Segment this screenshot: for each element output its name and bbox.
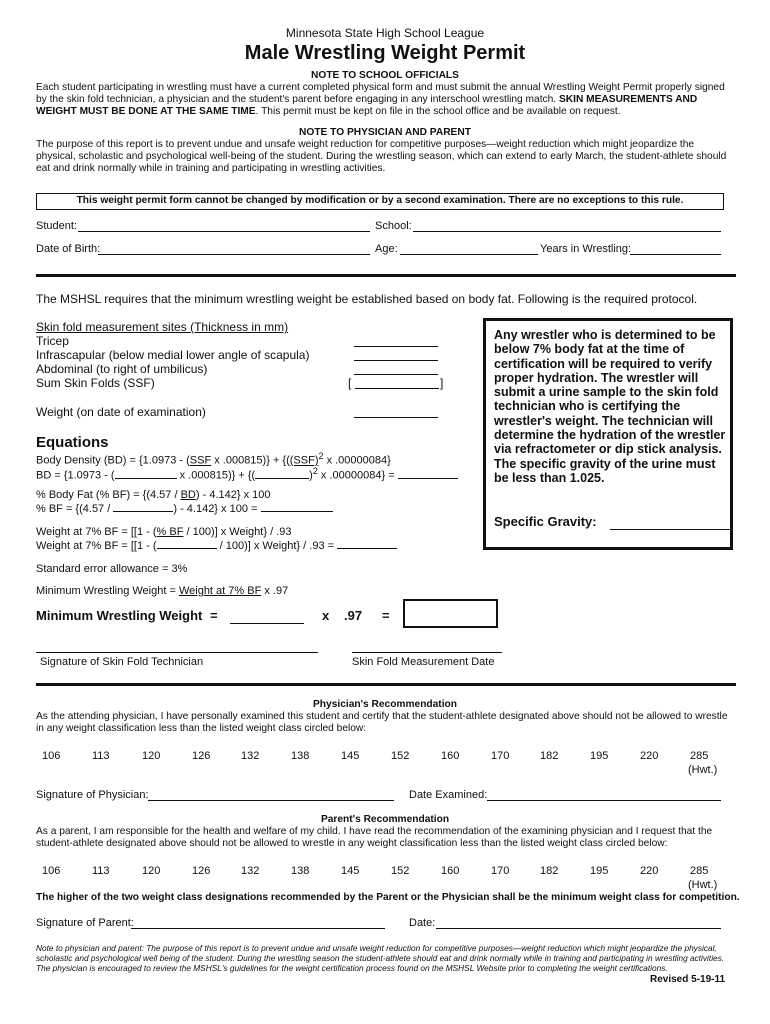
weight-class[interactable]: 220	[640, 750, 659, 762]
minimum-weight-eq: =	[210, 608, 218, 623]
higher-class-rule: The higher of the two weight class designations recommended by the Parent or the Physician shall be the minimum weight class for competition.	[36, 892, 740, 903]
weight-class[interactable]: 182	[540, 865, 559, 877]
w7-calc: Weight at 7% BF = [[1 - ( / 100)] x Weight} / .93 =	[36, 540, 397, 552]
league-name: Minnesota State High School League	[285, 26, 485, 40]
weight-class[interactable]: 152	[391, 865, 410, 877]
physician-signature-label: Signature of Physician:	[36, 789, 149, 801]
mww-formula: Minimum Wrestling Weight = Weight at 7% BF x .97	[36, 585, 289, 597]
parent-heading: Parent's Recommendation	[320, 814, 450, 825]
weight-label: Weight (on date of examination)	[36, 405, 206, 419]
measurement-date-line[interactable]	[352, 652, 502, 653]
physician-heading: Physician's Recommendation	[313, 699, 457, 710]
date-examined-label: Date Examined:	[409, 789, 488, 801]
weight-class[interactable]: 113	[92, 750, 110, 762]
hwt-label: (Hwt.)	[688, 879, 718, 891]
infrascapular-label: Infrascapular (below medial lower angle of scapula)	[36, 348, 310, 362]
ssf-label: Sum Skin Folds (SSF)	[36, 376, 155, 390]
weight-class[interactable]: 120	[142, 865, 161, 877]
weight-class[interactable]: 160	[441, 750, 460, 762]
school-input[interactable]	[413, 219, 721, 232]
years-input[interactable]	[630, 242, 721, 255]
hydration-box	[483, 318, 733, 550]
specific-gravity-input[interactable]	[610, 514, 730, 530]
physician-text: As the attending physician, I have personally examined this student and certify that the student-athlete designated above should not be allowed to wrestle in any weight classification less than the listed weight class circled below:	[36, 711, 728, 734]
weight-class[interactable]: 106	[42, 750, 61, 762]
physician-signature-input[interactable]	[148, 788, 394, 801]
student-input[interactable]	[78, 219, 370, 232]
page-title: Male Wrestling Weight Permit	[244, 42, 526, 64]
bd-calc: BD = {1.0973 - ( x .000815)} + {( )$^2$ x .00000084} =	[36, 466, 458, 482]
hydration-text: Any wrestler who is determined to be below 7% body fat at the time of certification will be required to verify proper hydration. The wrestler will submit a urine sample to the skin fold technician who is certifying the wrestler's weight. The technician will determine the hydration of the wrestler via refractometer or dip stick analysis. The specific gravity of the urine must be less than 1.025.	[494, 328, 726, 485]
weight-class[interactable]: 195	[590, 750, 609, 762]
technician-signature-label: Signature of Skin Fold Technician	[40, 656, 204, 668]
weight-class[interactable]: 126	[192, 865, 211, 877]
weight-class[interactable]: 138	[291, 865, 310, 877]
date-examined-input[interactable]	[487, 788, 721, 801]
specific-gravity-label: Specific Gravity:	[494, 514, 597, 529]
weight-class[interactable]: 106	[42, 865, 61, 877]
abdominal-input[interactable]	[354, 361, 438, 375]
weight-class[interactable]: 220	[640, 865, 659, 877]
note-officials-heading: NOTE TO SCHOOL OFFICIALS	[311, 70, 459, 81]
bd-formula: Body Density (BD) = {1.0973 - (SSF x .000815)} + {((SSF)$^2$ x .00000084}	[36, 451, 391, 467]
minimum-weight-result-box[interactable]	[403, 599, 498, 628]
weight-class[interactable]: 152	[391, 750, 410, 762]
weight-class[interactable]: 182	[540, 750, 559, 762]
technician-signature-line[interactable]	[36, 652, 318, 653]
minimum-weight-input[interactable]	[230, 608, 304, 624]
age-input[interactable]	[400, 242, 538, 255]
weight-class[interactable]: 113	[92, 865, 110, 877]
section-divider	[36, 274, 736, 277]
tricep-label: Tricep	[36, 334, 69, 348]
weight-class[interactable]: 170	[491, 750, 510, 762]
w7-formula: Weight at 7% BF = [[1 - (% BF / 100)] x Weight} / .93	[36, 526, 292, 538]
minimum-weight-x: x	[322, 608, 330, 623]
parent-date-label: Date:	[409, 917, 436, 929]
standard-error: Standard error allowance = 3%	[36, 563, 188, 575]
measurement-date-label: Skin Fold Measurement Date	[352, 656, 495, 668]
dob-input[interactable]	[98, 242, 370, 255]
notice-box: This weight permit form cannot be changed by modification or by a second examination. There are no exceptions to this rule.	[36, 193, 724, 210]
physician-weight-classes	[0, 750, 770, 780]
school-label: School:	[375, 220, 412, 232]
pbf-result-input[interactable]	[261, 511, 333, 512]
ssf-input[interactable]	[355, 375, 439, 389]
w7-bf-input[interactable]	[157, 548, 217, 549]
ssf-bracket-open: [	[348, 376, 352, 390]
years-label: Years in Wrestling:	[540, 243, 632, 255]
bd-ssf2-input[interactable]	[255, 478, 309, 479]
bd-result-input[interactable]	[398, 478, 458, 479]
footnote: Note to physician and parent: The purpose of this report is to prevent undue and unsafe weight reduction for competitive purposes—weight reduction which might jeopardize the physical, scholastic and psychological well being of the student. During the wrestling season the student-athlete should eat and drink normally while in training and participating in wrestling activities. The physician is encouraged to review the MSHSL's guidelines for the weight certification process found on the MSHSL Website prior to completing the weight certifications.	[36, 943, 725, 973]
weight-class[interactable]: 145	[341, 750, 360, 762]
revised-date: Revised 5-19-11	[650, 974, 726, 985]
weight-class[interactable]: 160	[441, 865, 460, 877]
weight-class[interactable]: 285	[690, 750, 709, 762]
weight-class[interactable]: 120	[142, 750, 161, 762]
note-physician-heading: NOTE TO PHYSICIAN AND PARENT	[299, 127, 471, 138]
weight-class[interactable]: 145	[341, 865, 360, 877]
pbf-bd-input[interactable]	[113, 511, 173, 512]
infrascapular-input[interactable]	[354, 347, 438, 361]
age-label: Age:	[375, 243, 398, 255]
weight-class[interactable]: 132	[241, 865, 260, 877]
parent-weight-classes	[0, 865, 770, 895]
note-physician-text: The purpose of this report is to prevent undue and unsafe weight reduction for competitive purposes—weight reduction which might jeopardize the physical, scholastic and psychological well-being of the student. During the wrestling season, which can extend to early March, the student-athlete should eat and drink normally while in training and participating in wrestling activities.	[36, 139, 727, 174]
pbf-formula: % Body Fat (% BF) = {(4.57 / BD) - 4.142} x 100	[36, 489, 271, 501]
pbf-calc: % BF = {(4.57 / ) - 4.142} x 100 =	[36, 503, 333, 515]
parent-signature-label: Signature of Parent:	[36, 917, 134, 929]
hwt-label: (Hwt.)	[688, 764, 718, 776]
bd-ssf-input[interactable]	[115, 478, 177, 479]
abdominal-label: Abdominal (to right of umbilicus)	[36, 362, 208, 376]
section-divider-2	[36, 683, 736, 686]
equations-heading: Equations	[36, 434, 109, 451]
minimum-weight-factor: .97	[344, 608, 363, 623]
weight-class[interactable]: 138	[291, 750, 310, 762]
parent-date-input[interactable]	[436, 916, 721, 929]
weight-class[interactable]: 170	[491, 865, 510, 877]
parent-signature-input[interactable]	[131, 916, 385, 929]
weight-class[interactable]: 195	[590, 865, 609, 877]
ssf-bracket-close: ]	[440, 376, 444, 390]
parent-text: As a parent, I am responsible for the health and welfare of my child. I have read the recommendation of the examining physician and I request that the student-athlete designated above should not be allowed to wrestle in any weight classification less than the listed weight class circled below:	[36, 826, 713, 849]
note-officials-text: Each student participating in wrestling must have a current completed physical form and must submit the annual Wrestling Weight Permit properly signed by the skin fold technician, a physician and the student's parent before engaging in any interschool wrestling match. SKIN MEASUREMENTS AND WEIGHT MUST BE DONE AT THE SAME TIME. This permit must be kept on file in the school office and be available on request.	[36, 82, 725, 117]
weight-class[interactable]: 285	[690, 865, 709, 877]
weight-class[interactable]: 132	[241, 750, 260, 762]
weight-input[interactable]	[354, 404, 438, 418]
tricep-input[interactable]	[354, 333, 438, 347]
protocol-text: The MSHSL requires that the minimum wrestling weight be established based on body fat. Following is the required protocol.	[36, 292, 698, 306]
skin-fold-heading: Skin fold measurement sites (Thickness in mm)	[36, 320, 289, 334]
weight-class[interactable]: 126	[192, 750, 211, 762]
minimum-weight-label: Minimum Wrestling Weight	[36, 608, 203, 623]
student-label: Student:	[36, 220, 77, 232]
w7-result-input[interactable]	[337, 548, 397, 549]
minimum-weight-eq2: =	[382, 608, 390, 623]
dob-label: Date of Birth:	[36, 243, 101, 255]
